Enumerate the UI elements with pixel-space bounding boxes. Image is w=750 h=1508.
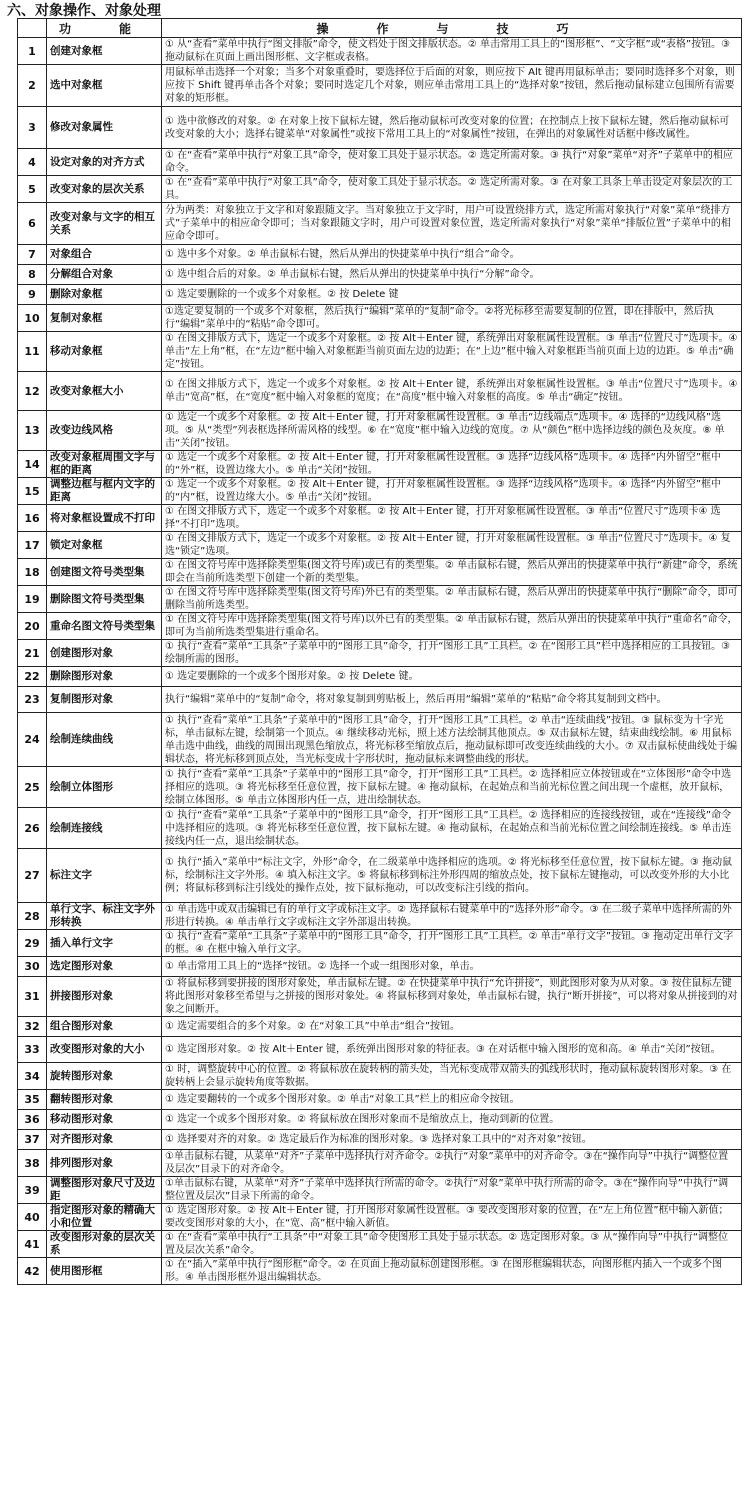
table-row bbox=[18, 977, 742, 1017]
row-operation: ① 在“插入”菜单中执行“图形框”命令。② 在页面上拖动鼠标创建图形框。③ 在图形框编辑状态，向图形框内插入一个或多个图形。④ 单击图形框外退出编辑状态。 bbox=[162, 1258, 742, 1285]
row-operation: ① 在图文排版方式下，选定一个或多个对象框。② 按 Alt＋Enter 键，系统弹出对象框属性设置框。③ 单击“位置尺寸”选项卡。④ 单击“宽高”框，在“宽度”框中输入对象框的宽度；在“高度”框中输入对象框的高度。⑤ 单击“确定”按钮。 bbox=[162, 372, 742, 411]
row-number: 35 bbox=[18, 1090, 47, 1110]
row-function: 删除图文符号类型集 bbox=[47, 586, 162, 613]
row-number: 34 bbox=[18, 1063, 47, 1090]
row-operation: ① 选定要删除的一个或多个图形对象。② 按 Delete 键。 bbox=[162, 667, 742, 687]
row-function: 改变图形对象的层次关系 bbox=[47, 1231, 162, 1258]
row-operation: ① 在图文排版方式下，选定一个或多个对象框。② 按 Alt＋Enter 键，系统弹出对象框属性设置框。③ 单击“位置尺寸”选项卡。④ 单击“左上角”框，在“左边”框中输入对象框距当前页面左边的边距；在“上边”框中输入对象框距当前页面上边的边距。⑤ 单击“确定”按钮。 bbox=[162, 332, 742, 372]
table-row bbox=[18, 203, 742, 245]
header-number bbox=[18, 19, 47, 38]
row-number: 18 bbox=[18, 559, 47, 586]
row-function: 调整边框与框内文字的距离 bbox=[47, 478, 162, 505]
row-function: 改变图形对象的大小 bbox=[47, 1037, 162, 1063]
header-function: 功 能 bbox=[47, 19, 162, 38]
row-number: 31 bbox=[18, 977, 47, 1017]
row-number: 37 bbox=[18, 1130, 47, 1150]
row-number: 9 bbox=[18, 285, 47, 305]
table-row bbox=[18, 1231, 742, 1258]
row-number: 28 bbox=[18, 903, 47, 930]
table-row bbox=[18, 957, 742, 977]
row-number: 24 bbox=[18, 713, 47, 767]
table-row bbox=[18, 65, 742, 107]
table-row bbox=[18, 713, 742, 767]
row-operation: 执行“编辑”菜单中的“复制”命令，将对象复制到剪贴板上，然后再用“编辑”菜单的“粘贴”命令将其复制到文档中。 bbox=[162, 687, 742, 713]
row-function: 创建图文符号类型集 bbox=[47, 559, 162, 586]
row-operation: ①单击鼠标右键，从菜单“对齐”子菜单中选择执行所需的命令。②执行“对象”菜单中执行所需的命令。③在“操作向导”中执行“调整位置及层次”目录下所需的命令。 bbox=[162, 1177, 742, 1204]
row-number: 1 bbox=[18, 38, 47, 65]
table-row bbox=[18, 332, 742, 372]
row-operation: ① 单击常用工具上的“选择”按钮。② 选择一个或一组图形对象，单击。 bbox=[162, 957, 742, 977]
table-row bbox=[18, 245, 742, 265]
row-operation: ① 在图文符号库中选择除类型集(图文符号库)外已有的类型集。② 单击鼠标右键，然后从弹出的快捷菜单中执行“删除”命令，即可删除当前所选类型。 bbox=[162, 586, 742, 613]
table-row bbox=[18, 411, 742, 451]
row-operation: ① 选定一个或多个图形对象。② 将鼠标放在图形对象而不是缩放点上，拖动到新的位置。 bbox=[162, 1110, 742, 1130]
row-function: 删除图形对象 bbox=[47, 667, 162, 687]
row-operation: ① 选定图形对象。② 按 Alt＋Enter 键，打开图形对象属性设置框。③ 要改变图形对象的位置，在“左上角位置”框中输入新值；要改变图形对象的大小，在“宽、高”框中输入新值。 bbox=[162, 1204, 742, 1231]
row-operation: ① 选中组合后的对象。② 单击鼠标右键，然后从弹出的快捷菜单中执行“分解”命令。 bbox=[162, 265, 742, 285]
row-number: 36 bbox=[18, 1110, 47, 1130]
row-function: 插入单行文字 bbox=[47, 930, 162, 957]
table-row bbox=[18, 559, 742, 586]
table-row bbox=[18, 667, 742, 687]
row-number: 32 bbox=[18, 1017, 47, 1037]
row-operation: ① 执行“插入”菜单中“标注文字，外形”命令，在二级菜单中选择相应的选项。② 将光标移至任意位置，按下鼠标左键。③ 拖动鼠标，绘制标注文字外形。④ 填入标注文字。⑤ 将鼠标移到标注外形四周的缩放点处，按下鼠标左键拖动，可以改变外形的大小比例；将鼠标移到标注引线处的操作点处，按下鼠标拖动，可以改变标注引线的指向。 bbox=[162, 849, 742, 903]
row-function: 调整图形对象尺寸及边距 bbox=[47, 1177, 162, 1204]
row-number: 14 bbox=[18, 451, 47, 478]
row-number: 2 bbox=[18, 65, 47, 107]
row-function: 锁定对象框 bbox=[47, 532, 162, 559]
row-function: 组合图形对象 bbox=[47, 1017, 162, 1037]
table-row bbox=[18, 1017, 742, 1037]
row-operation: ① 在图文排版方式下，选定一个或多个对象框。② 按 Alt＋Enter 键，打开对象框属性设置框。③ 单击“位置尺寸”选项卡④ 选择“不打印”选项。 bbox=[162, 505, 742, 532]
row-number: 12 bbox=[18, 372, 47, 411]
row-operation: ① 在“查看”菜单中执行“工具条”中“对象工具”命令使图形工具处于显示状态。② 选定图形对象。③ 从“操作向导”中执行“调整位置及层次关系”命令。 bbox=[162, 1231, 742, 1258]
table-row bbox=[18, 451, 742, 478]
row-number: 38 bbox=[18, 1150, 47, 1177]
row-operation: ① 执行“查看”菜单“工具条”子菜单中的“图形工具”命令，打开“图形工具”工具栏。② 单击“连续曲线”按钮。③ 鼠标变为十字光标，单击鼠标左键，绘制第一个顶点。④ 继续移动光标，照上述方法绘制其他顶点。⑤ 双击鼠标左键，结束曲线绘制。⑥ 用鼠标单击选中曲线，曲线的周围出现黑色缩放点，将光标移至缩放点后，拖动鼠标即可改变连续曲线的大小。⑦ 双击鼠标使曲线处于编辑状态，将光标移到顶点处，当光标变成十字形状时，拖动鼠标来调整曲线的形状。 bbox=[162, 713, 742, 767]
row-operation: ① 选定图形对象。② 按 Alt＋Enter 键，系统弹出图形对象的特征表。③ 在对话框中输入图形的宽和高。④ 单击“关闭”按钮。 bbox=[162, 1037, 742, 1063]
table-body bbox=[18, 38, 742, 1285]
row-function: 将对象框设置成不打印 bbox=[47, 505, 162, 532]
table-row bbox=[18, 930, 742, 957]
row-number: 6 bbox=[18, 203, 47, 245]
row-operation: ① 时，调整旋转中心的位置。② 将鼠标放在旋转柄的箭头处，当光标变成带双箭头的弧线形状时，拖动鼠标旋转图形对象。③ 在旋转柄上会显示旋转角度等数据。 bbox=[162, 1063, 742, 1090]
table-row bbox=[18, 107, 742, 149]
table-row bbox=[18, 687, 742, 713]
row-number: 16 bbox=[18, 505, 47, 532]
row-number: 26 bbox=[18, 808, 47, 849]
row-function: 标注文字 bbox=[47, 849, 162, 903]
table-row bbox=[18, 149, 742, 176]
table-row bbox=[18, 1090, 742, 1110]
row-number: 41 bbox=[18, 1231, 47, 1258]
row-operation: ① 执行“查看”菜单“工具条”子菜单中的“图形工具”命令，打开“图形工具”工具栏。② 选择相应立体按钮或在“立体图形”命令中选择相应的选项。③ 将光标移至任意位置，按下鼠标左键。④ 拖动鼠标，在起始点和当前光标位置之间出现一个虚框，放开鼠标，绘制立体图形。⑤ 单击立体图形内任一点，进出绘制状态。 bbox=[162, 767, 742, 808]
row-number: 39 bbox=[18, 1177, 47, 1204]
row-number: 3 bbox=[18, 107, 47, 149]
row-function: 复制对象框 bbox=[47, 305, 162, 332]
row-function: 选定图形对象 bbox=[47, 957, 162, 977]
row-operation: ① 选中多个对象。② 单击鼠标右键，然后从弹出的快捷菜单中执行“组合”命令。 bbox=[162, 245, 742, 265]
row-operation: ① 选择要对齐的对象。② 选定最后作为标准的图形对象。③ 选择对象工具中的“对齐对象”按钮。 bbox=[162, 1130, 742, 1150]
row-number: 4 bbox=[18, 149, 47, 176]
table-row bbox=[18, 903, 742, 930]
row-function: 选中对象框 bbox=[47, 65, 162, 107]
table-row bbox=[18, 1204, 742, 1231]
row-operation: ①选定要复制的一个或多个对象框，然后执行“编辑”菜单的“复制”命令。②将光标移至需要复制的位置，即在排版中，然后执行“编辑”菜单中的“粘贴”命令即可。 bbox=[162, 305, 742, 332]
table-row bbox=[18, 372, 742, 411]
row-function: 对象组合 bbox=[47, 245, 162, 265]
row-operation: ① 在图文符号库中选择除类型集(图文符号库)或已有的类型集。② 单击鼠标右键，然后从弹出的快捷菜单中执行“新建”命令，系统即会在当前所选类型下创建一个新的类型集。 bbox=[162, 559, 742, 586]
table-row bbox=[18, 505, 742, 532]
row-operation: ① 选定一个或多个对象框。② 按 Alt＋Enter 键，打开对象框属性设置框。③ 单击“边线端点”选项卡。④ 选择的“边线风格”选项。⑤ 从“类型”列表框选择所需风格的线型。⑥ 在“宽度”框中输入边线的宽度。⑦ 从“颜色”框中选择边线的颜色及灰度。⑧ 单击“关闭”按钮。 bbox=[162, 411, 742, 451]
row-number: 5 bbox=[18, 176, 47, 203]
row-function: 绘制连续曲线 bbox=[47, 713, 162, 767]
row-function: 移动对象框 bbox=[47, 332, 162, 372]
row-number: 40 bbox=[18, 1204, 47, 1231]
row-function: 移动图形对象 bbox=[47, 1110, 162, 1130]
row-number: 27 bbox=[18, 849, 47, 903]
row-number: 19 bbox=[18, 586, 47, 613]
row-operation: ① 执行“查看”菜单“工具条”子菜单中的“图形工具”命令，打开“图形工具”工具栏。② 在“图形工具”栏中选择相应的工具按钮。③ 绘制所需的图形。 bbox=[162, 640, 742, 667]
row-number: 17 bbox=[18, 532, 47, 559]
row-operation: ① 选定需要组合的多个对象。② 在“对象工具”中单击“组合”按钮。 bbox=[162, 1017, 742, 1037]
table-row bbox=[18, 478, 742, 505]
row-operation: ① 在图文符号库中选择除类型集(图文符号库)以外已有的类型集。② 单击鼠标右键，然后从弹出的快捷菜单中执行“重命名”命令，即可为当前所选类型集进行重命名。 bbox=[162, 613, 742, 640]
table-row bbox=[18, 305, 742, 332]
operations-table bbox=[17, 18, 742, 1285]
row-operation: 分为两类：对象独立于文字和对象跟随文字。当对象独立于文字时，用户可设置绕排方式，选定所需对象执行“对象”菜单“绕排方式”子菜单中的相应命令即可；当对象跟随文字时，用户可设置对象位置，选定所需对象执行“对象”菜单“排版位置”子菜单中的相应命令即可。 bbox=[162, 203, 742, 245]
table-row bbox=[18, 640, 742, 667]
table-row bbox=[18, 1177, 742, 1204]
row-function: 旋转图形对象 bbox=[47, 1063, 162, 1090]
row-function: 排列图形对象 bbox=[47, 1150, 162, 1177]
row-operation: ① 将鼠标移到要拼接的图形对象处，单击鼠标左键。② 在快捷菜单中执行“允许拼接”，则此图形对象为从对象。③ 按住鼠标左键将此图形对象移至希望与之拼接的图形对象处。④ 将鼠标移到对象处，单击鼠标右键，执行“断开拼接”，可以将对象从拼接到的对象之间断开。 bbox=[162, 977, 742, 1017]
row-operation: ① 在“查看”菜单中执行“对象工具”命令，使对象工具处于显示状态。② 选定所需对象。③ 执行“对象”菜单“对齐”子菜单中的相应命令。 bbox=[162, 149, 742, 176]
row-number: 42 bbox=[18, 1258, 47, 1285]
row-operation: ① 选中欲修改的对象。② 在对象上按下鼠标左键，然后拖动鼠标可改变对象的位置；在控制点上按下鼠标左键，然后拖动鼠标可改变对象的大小；选择右键菜单“对象属性”或按下常用工具上的“对象属性”按钮，在弹出的对象属性对话框中修改属性。 bbox=[162, 107, 742, 149]
row-function: 改变对象的层次关系 bbox=[47, 176, 162, 203]
row-operation: ① 选定一个或多个对象框。② 按 Alt＋Enter 键，打开对象框属性设置框。③ 选择“边线风格”选项卡。④ 选择“内外留空”框中的“内”框，设置边缘大小。⑤ 单击“关闭”按钮。 bbox=[162, 478, 742, 505]
row-number: 23 bbox=[18, 687, 47, 713]
table-header-row bbox=[18, 19, 742, 38]
row-function: 改变边线风格 bbox=[47, 411, 162, 451]
row-operation: ① 在图文排版方式下，选定一个或多个对象框。② 按 Alt＋Enter 键，打开对象框属性设置框。③ 单击“位置尺寸”选项卡。④ 复选“锁定”选项。 bbox=[162, 532, 742, 559]
row-operation: ① 选定要删除的一个或多个对象框。② 按 Delete 键 bbox=[162, 285, 742, 305]
row-function: 复制图形对象 bbox=[47, 687, 162, 713]
row-operation: 用鼠标单击选择一个对象；当多个对象重叠时，要选择位于后面的对象，则应按下 Alt 键再用鼠标单击；要同时选择多个对象，则应按下 Shift 键再单击各个对象；要同时选定几个对象，则应单击常用工具上的“选择对象”按钮，然后拖动鼠标建立包围所有需要对象的矩形框。 bbox=[162, 65, 742, 107]
row-number: 30 bbox=[18, 957, 47, 977]
row-function: 设定对象的对齐方式 bbox=[47, 149, 162, 176]
row-operation: ① 选定一个或多个对象框。② 按 Alt＋Enter 键，打开对象框属性设置框。③ 选择“边线风格”选项卡。④ 选择“内外留空”框中的“外”框，设置边缘大小。⑤ 单击“关闭”按钮。 bbox=[162, 451, 742, 478]
row-function: 拼接图形对象 bbox=[47, 977, 162, 1017]
row-operation: ① 执行“查看”菜单“工具条”子菜单中的“图形工具”命令，打开“图形工具”工具栏。② 单击“单行文字”按钮。③ 拖动定出单行文字的框。④ 在框中输入单行文字。 bbox=[162, 930, 742, 957]
row-function: 修改对象属性 bbox=[47, 107, 162, 149]
row-operation: ① 在“查看”菜单中执行“对象工具”命令，使对象工具处于显示状态。② 选定所需对象。③ 在对象工具条上单击设定对象层次的工具。 bbox=[162, 176, 742, 203]
row-number: 33 bbox=[18, 1037, 47, 1063]
row-function: 重命名图文符号类型集 bbox=[47, 613, 162, 640]
table-row bbox=[18, 767, 742, 808]
row-function: 绘制立体图形 bbox=[47, 767, 162, 808]
row-number: 25 bbox=[18, 767, 47, 808]
row-function: 创建对象框 bbox=[47, 38, 162, 65]
table-row bbox=[18, 808, 742, 849]
row-operation: ① 单击选中或双击编辑已有的单行文字或标注文字。② 选择鼠标右键菜单中的“选择外形”命令。③ 在二级子菜单中选择所需的外形进行转换。④ 单击单行文字或标注文字外部退出转换。 bbox=[162, 903, 742, 930]
row-function: 使用图形框 bbox=[47, 1258, 162, 1285]
table-row bbox=[18, 849, 742, 903]
row-operation: ①单击鼠标右键，从菜单“对齐”子菜单中选择执行对齐命令。②执行“对象”菜单中的对齐命令。③在“操作向导”中执行“调整位置及层次”目录下的对齐命令。 bbox=[162, 1150, 742, 1177]
row-function: 改变对象框大小 bbox=[47, 372, 162, 411]
table-row bbox=[18, 1110, 742, 1130]
row-function: 改变对象框周围文字与框的距离 bbox=[47, 451, 162, 478]
row-number: 11 bbox=[18, 332, 47, 372]
row-number: 29 bbox=[18, 930, 47, 957]
row-function: 分解组合对象 bbox=[47, 265, 162, 285]
row-function: 删除对象框 bbox=[47, 285, 162, 305]
row-operation: ① 选定要翻转的一个或多个图形对象。② 单击“对象工具”栏上的相应命令按钮。 bbox=[162, 1090, 742, 1110]
row-number: 8 bbox=[18, 265, 47, 285]
table-row bbox=[18, 586, 742, 613]
table-row bbox=[18, 1130, 742, 1150]
row-function: 绘制连接线 bbox=[47, 808, 162, 849]
table-row bbox=[18, 1150, 742, 1177]
row-function: 改变对象与文字的相互关系 bbox=[47, 203, 162, 245]
table-row bbox=[18, 1258, 742, 1285]
table-row bbox=[18, 265, 742, 285]
section-title: 六、对象操作、对象处理 bbox=[7, 3, 161, 19]
table-row bbox=[18, 613, 742, 640]
table-row bbox=[18, 176, 742, 203]
row-number: 21 bbox=[18, 640, 47, 667]
row-operation: ① 执行“查看”菜单“工具条”子菜单中的“图形工具”命令，打开“图形工具”工具栏。② 选择相应的连接线按钮，或在“连接线”命令中选择相应的选项。③ 将光标移至任意位置，按下鼠标左键。④ 拖动鼠标，在起始点和当前光标位置之间绘制连接线。⑤ 单击连接线内任一点，退出绘制状态。 bbox=[162, 808, 742, 849]
row-number: 7 bbox=[18, 245, 47, 265]
row-function: 指定图形对象的精确大小和位置 bbox=[47, 1204, 162, 1231]
table-row bbox=[18, 285, 742, 305]
row-number: 22 bbox=[18, 667, 47, 687]
row-function: 创建图形对象 bbox=[47, 640, 162, 667]
row-operation: ① 从“查看”菜单中执行“图文排版”命令，使文档处于图文排版状态。② 单击常用工具上的“图形框”、“文字框”或“表格”按钮。③ 拖动鼠标在页面上画出图形框、文字框或表格。 bbox=[162, 38, 742, 65]
row-number: 20 bbox=[18, 613, 47, 640]
table-row bbox=[18, 1063, 742, 1090]
row-number: 15 bbox=[18, 478, 47, 505]
header-operation: 操 作 与 技 巧 bbox=[162, 19, 742, 38]
row-function: 单行文字、标注文字外形转换 bbox=[47, 903, 162, 930]
row-number: 10 bbox=[18, 305, 47, 332]
table-row bbox=[18, 1037, 742, 1063]
table-row bbox=[18, 532, 742, 559]
row-number: 13 bbox=[18, 411, 47, 451]
row-function: 对齐图形对象 bbox=[47, 1130, 162, 1150]
table-row bbox=[18, 38, 742, 65]
row-function: 翻转图形对象 bbox=[47, 1090, 162, 1110]
